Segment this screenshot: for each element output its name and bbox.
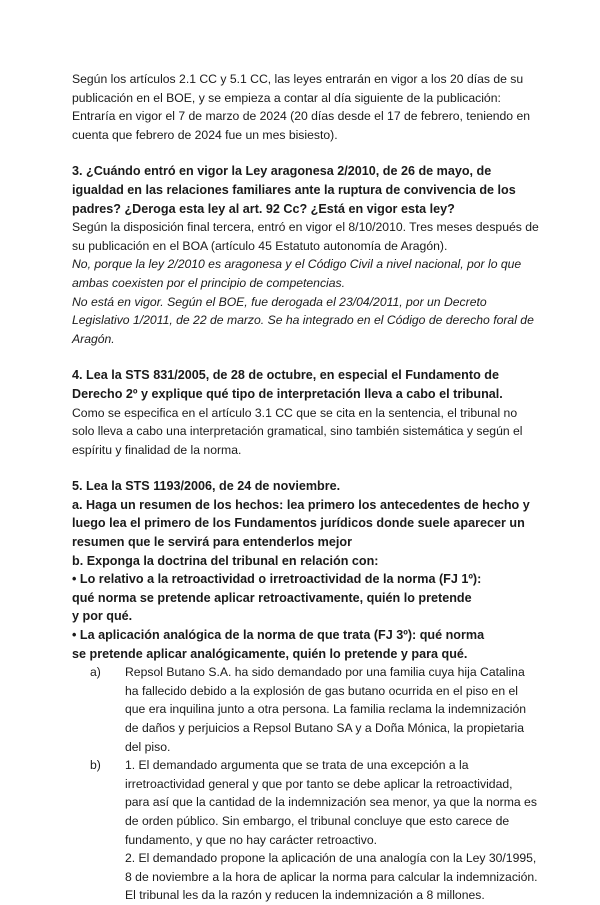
question-5-bullet-1 xyxy=(72,570,540,626)
list-marker: b) xyxy=(90,758,101,773)
bullet-1-line-2: qué norma se pretende aplicar retroactivamente, quién lo pretende xyxy=(72,590,472,605)
bullet-2-line-1: • La aplicación analógica de la norma de que trata (FJ 3º): qué norma xyxy=(72,628,485,643)
question-5-title: 5. Lea la STS 1193/2006, de 24 de noviembre. xyxy=(72,479,341,494)
list-item-text: Repsol Butano S.A. ha sido demandado por una familia cuya hija Catalina ha fallecido debido a la explosión de gas butano ocurrida en el piso en el que era inquilina junto a otra persona. La familia reclama la indemnización de daños y perjuicios a Repsol Butano SA y a Doña Mónica, la propietaria del piso. xyxy=(125,665,527,754)
answer-3-italic-2: No está en vigor. Según el BOE, fue derogada el 23/04/2011, por un Decreto Legislativo 1/2011, de 22 de marzo. Se ha integrado en el Código de derecho foral de Aragón. xyxy=(72,294,534,346)
list-item-text: 1. El demandado argumenta que se trata de una excepción a la irretroactividad general y que por tanto se debe aplicar la retroactividad, para así que la cantidad de la indemnización sea menor, ya que la norma es de orden público. Sin embargo, el tribunal concluye que esto carece de fundamento, y que no hay carácter retroactivo. xyxy=(125,758,537,847)
bullet-1-line-1: • Lo relativo a la retroactividad o irretroactividad de la norma (FJ 1º): xyxy=(72,572,482,587)
bullet-2-line-2: se pretende aplicar analógicamente, quién lo pretende y para qué. xyxy=(72,646,468,661)
question-5-bullet-2 xyxy=(72,626,540,663)
spacer xyxy=(72,348,540,366)
intro-paragraph: Según los artículos 2.1 CC y 5.1 CC, las leyes entrarán en vigor a los 20 días de su publicación en el BOE, y se empieza a contar al día siguiente de la publicación: Entraría en vigor el 7 de marzo de 2024 (20 días desde el 17 de febrero, teniendo en cuenta que febrero de 2024 fue un mes bisiesto). xyxy=(72,72,531,142)
question-5-b: b. Exponga la doctrina del tribunal en relación con: xyxy=(72,553,379,568)
answer-3: Según la disposición final tercera, entró en vigor el 8/10/2010. Tres meses después de su publicación en el BOA (artículo 45 Estatuto autonomía de Aragón). xyxy=(72,220,539,253)
spacer xyxy=(72,459,540,477)
list-marker: a) xyxy=(90,665,101,680)
question-4: 4. Lea la STS 831/2005, de 28 de octubre, en especial el Fundamento de Derecho 2º y explique qué tipo de interpretación lleva a cabo el tribunal. xyxy=(72,368,503,401)
list-item xyxy=(90,663,540,756)
spacer xyxy=(72,144,540,162)
answer-5-list xyxy=(72,663,540,905)
answer-4: Como se especifica en el artículo 3.1 CC que se cita en la sentencia, el tribunal no solo lleva a cabo una interpretación gramatical, sino también sistemática y según el espíritu y finalidad de la norma. xyxy=(72,405,523,457)
list-item-text-2: 2. El demandado propone la aplicación de una analogía con la Ley 30/1995, 8 de noviembre a la hora de aplicar la norma para calcular la indemnización. El tribunal les da la razón y reducen la indemnización a 8 millones. xyxy=(125,851,538,903)
question-3: 3. ¿Cuándo entró en vigor la Ley aragonesa 2/2010, de 26 de mayo, de igualdad en las relaciones familiares ante la ruptura de convivencia de los padres? ¿Deroga esta ley al art. 92 Cc? ¿Está en vigor esta ley? xyxy=(72,164,516,216)
bullet-1-line-3: y por qué. xyxy=(72,609,133,624)
question-5-a: a. Haga un resumen de los hechos: lea primero los antecedentes de hecho y luego lea el primero de los Fundamentos jurídicos donde suele aparecer un resumen que le servirá para entenderlos mejor xyxy=(72,497,530,550)
list-item xyxy=(90,756,540,905)
answer-3-italic-1: No, porque la ley 2/2010 es aragonesa y el Código Civil a nivel nacional, por lo que ambas coexisten por el principio de competencias. xyxy=(72,257,522,290)
